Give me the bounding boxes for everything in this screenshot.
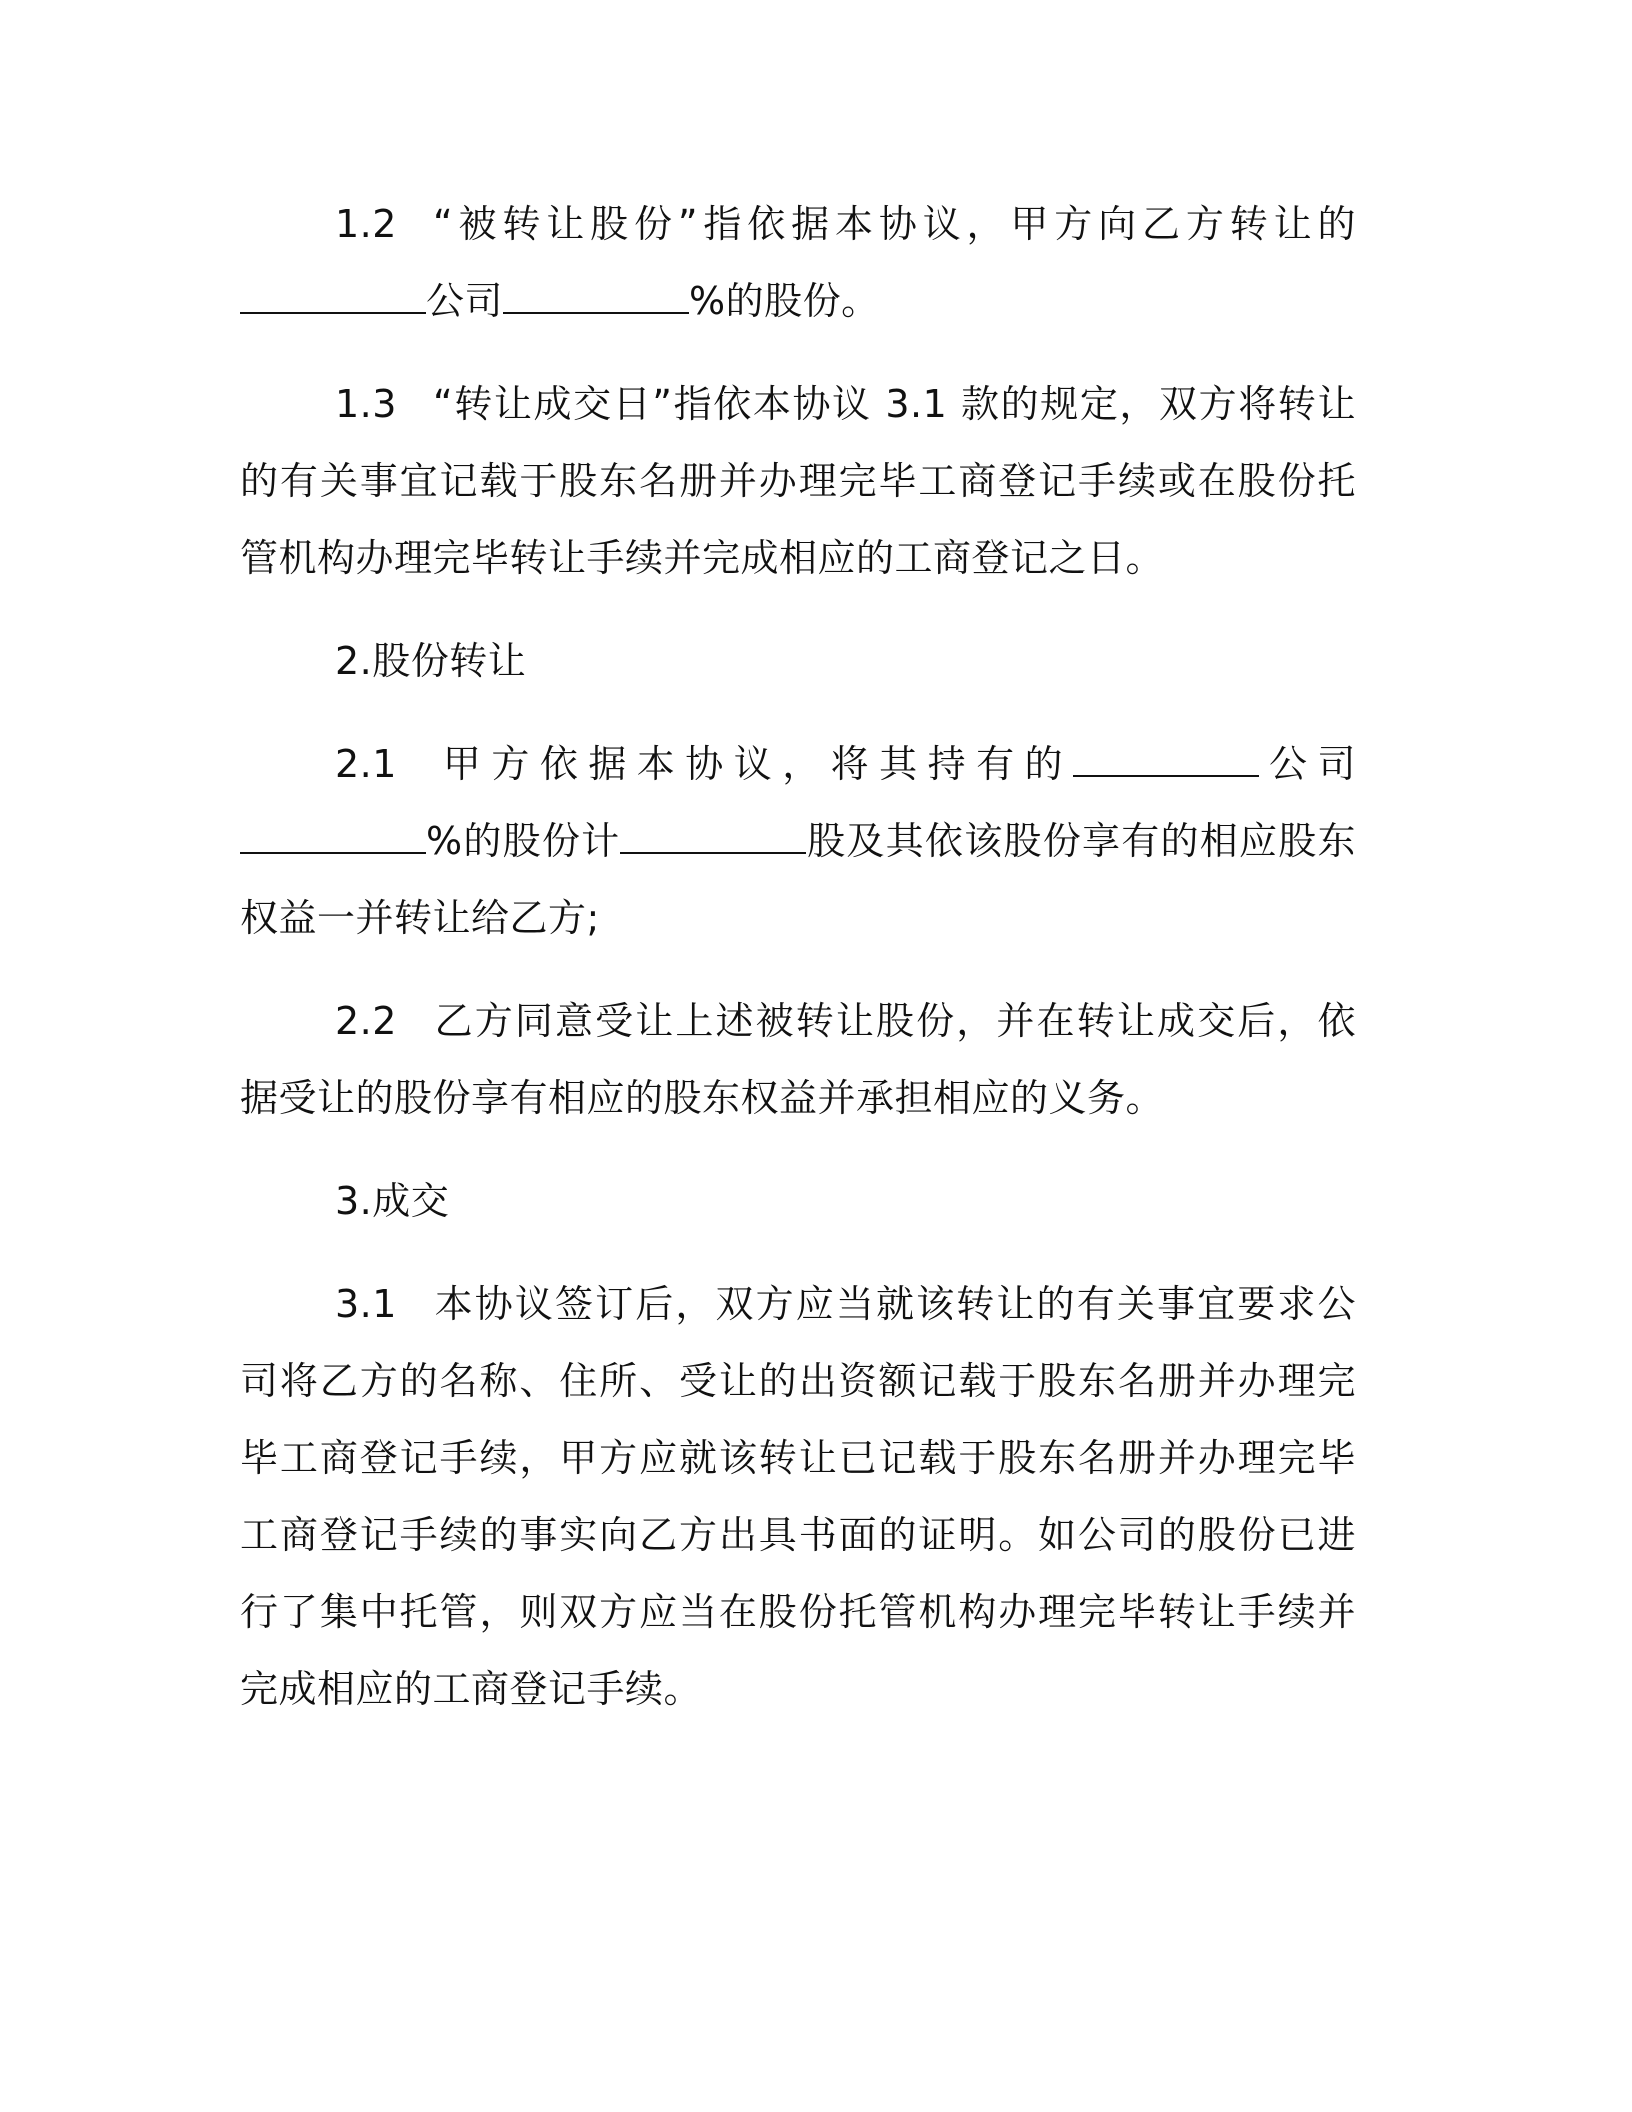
clause-text: 股及其依该股份享有的相应股东权益一并转让给乙方; bbox=[240, 819, 1356, 940]
blank-line bbox=[503, 282, 689, 314]
clause-text: %的股份计 bbox=[426, 819, 621, 863]
clause-number: 2.2 bbox=[335, 999, 397, 1043]
section-heading-3 bbox=[240, 1163, 1356, 1240]
clause-2-2 bbox=[240, 983, 1356, 1137]
clause-1-2 bbox=[240, 186, 1356, 340]
section-heading-text: 2.股份转让 bbox=[335, 639, 527, 683]
clause-text: 公司 bbox=[426, 279, 504, 323]
blank-line bbox=[240, 822, 426, 854]
clause-number: 3.1 bbox=[335, 1282, 397, 1326]
section-heading-text: 3.成交 bbox=[335, 1179, 450, 1223]
clause-2-1 bbox=[240, 726, 1356, 957]
document-body bbox=[240, 186, 1356, 1728]
clause-text: 本协议签订后，双方应当就该转让的有关事宜要求公司将乙方的名称、住所、受让的出资额记载于股东名册并办理完毕工商登记手续，甲方应就该转让已记载于股东名册并办理完毕工商登记手续的事实向乙方出具书面的证明。如公司的股份已进行了集中托管，则双方应当在股份托管机构办理完毕转让手续并完成相应的工商登记手续。 bbox=[240, 1282, 1356, 1711]
blank-line bbox=[620, 822, 806, 854]
clause-text: “被转让股份”指依据本协议，甲方向乙方转让的 bbox=[432, 202, 1356, 246]
blank-line bbox=[240, 282, 426, 314]
clause-1-3 bbox=[240, 366, 1356, 597]
clause-number: 1.3 bbox=[335, 382, 397, 426]
clause-3-1 bbox=[240, 1266, 1356, 1728]
clause-text: “转让成交日”指依本协议 3.1 款的规定，双方将转让的有关事宜记载于股东名册并办理完毕工商登记手续或在股份托管机构办理完毕转让手续并完成相应的工商登记之日。 bbox=[240, 382, 1356, 580]
clause-number: 1.2 bbox=[335, 202, 397, 246]
clause-text: 乙方同意受让上述被转让股份，并在转让成交后，依据受让的股份享有相应的股东权益并承担相应的义务。 bbox=[240, 999, 1356, 1120]
clause-text: 公司 bbox=[1259, 742, 1356, 786]
clause-text: %的股份。 bbox=[689, 279, 880, 323]
section-heading-2 bbox=[240, 623, 1356, 700]
blank-line bbox=[1073, 745, 1259, 777]
clause-text: 甲方依据本协议，将其持有的 bbox=[432, 742, 1074, 786]
clause-number: 2.1 bbox=[335, 742, 397, 786]
